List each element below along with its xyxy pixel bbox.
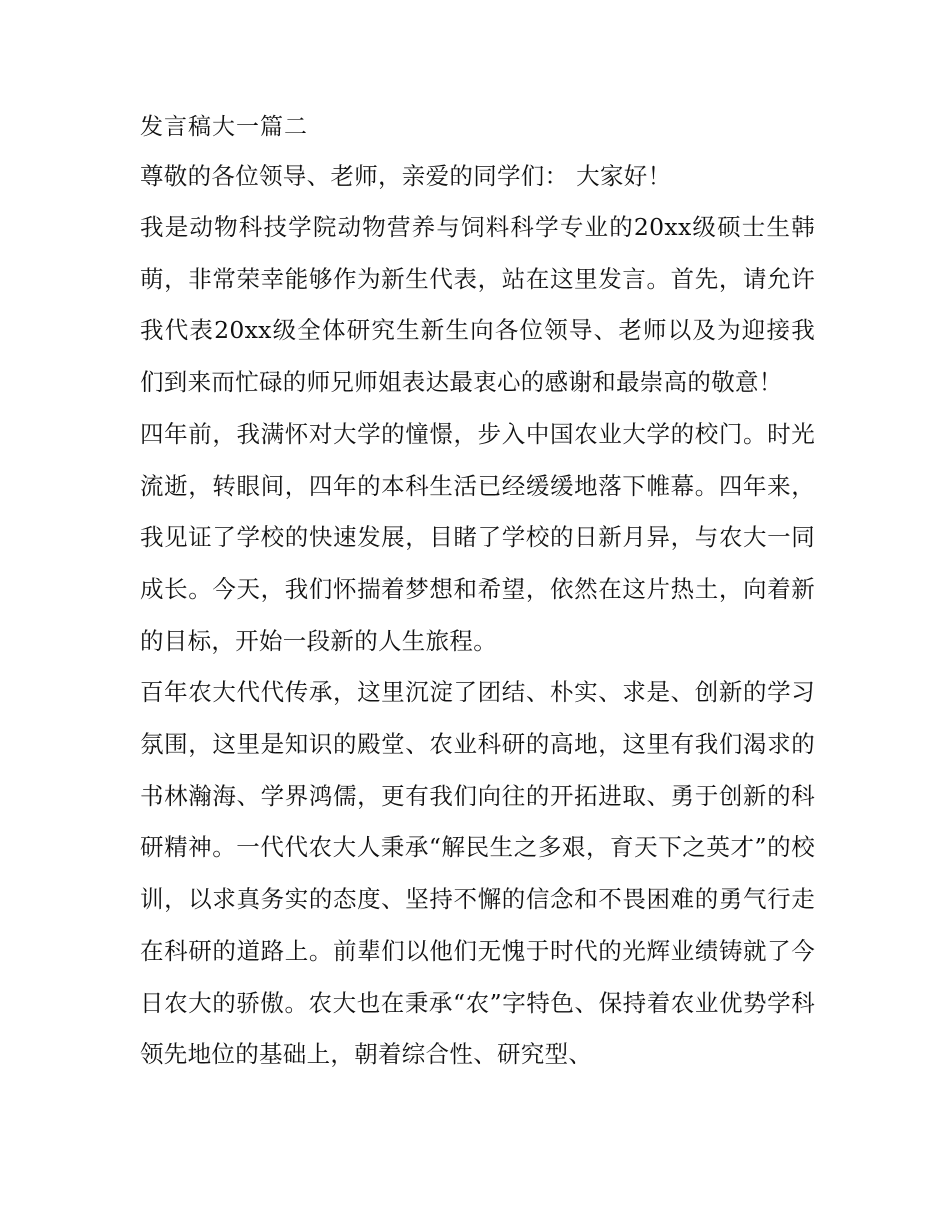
paragraph-university-tradition: 百年农大代代传承，这里沉淀了团结、朴实、求是、创新的学习氛围，这里是知识的殿堂、农业科研的高地，这里有我们渴求的书林瀚海、学界鸿儒，更有我们向往的开拓进取、勇于创新的科研精神。一代代农大人秉承“解民生之多艰，育天下之英才”的校训，以求真务实的态度、坚持不懈的信念和不畏困难的勇气行走在科研的道路上。前辈们以他们无愧于时代的光辉业绩铸就了今日农大的骄傲。农大也在秉承“农”字特色、保持着农业优势学科领先地位的基础上，朝着综合性、研究型、 — [140, 678, 815, 1069]
paragraph-greeting: 尊敬的各位领导、老师，亲爱的同学们： 大家好！ — [140, 162, 672, 190]
document-body — [140, 106, 815, 1081]
paragraph-introduction: 我是动物科技学院动物营养与饲料科学专业的20xx级硕士生韩萌，非常荣幸能够作为新生代表，站在这里发言。首先，请允许我代表20xx级全体研究生新生向各位领导、老师以及为迎接我们到来而忙碌的师兄师姐表达最衷心的感谢和最崇高的敬意！ — [140, 213, 815, 397]
paragraph-four-years: 四年前，我满怀对大学的憧憬，步入中国农业大学的校门。时光流逝，转眼间，四年的本科生活已经缓缓地落下帷幕。四年来，我见证了学校的快速发展，目睹了学校的日新月异，与农大一同成长。今天，我们怀揣着梦想和希望，依然在这片热土，向着新的目标，开始一段新的人生旅程。 — [140, 419, 815, 655]
document-title: 发言稿大一篇二 — [140, 114, 308, 140]
